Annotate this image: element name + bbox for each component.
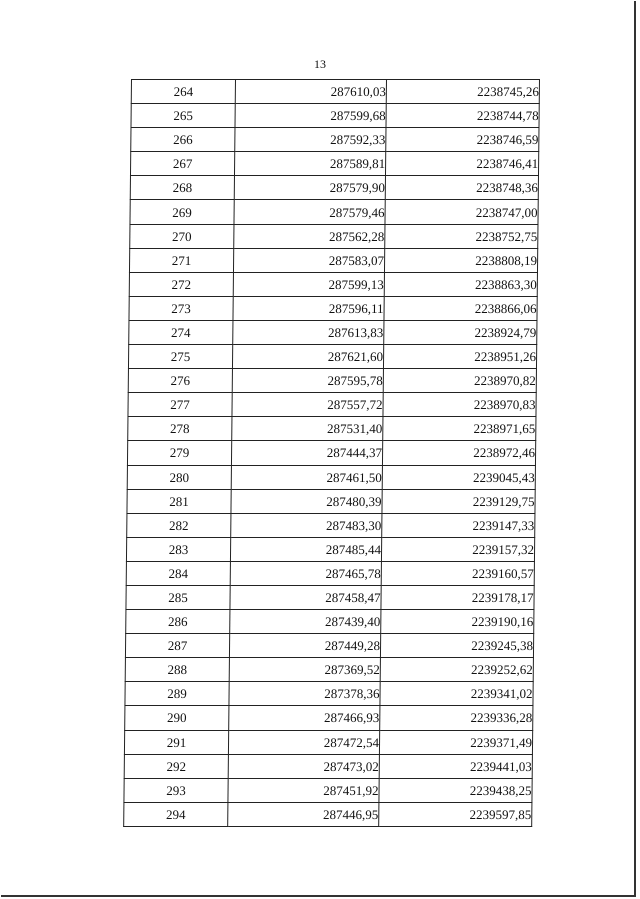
y-coordinate-cell: 2238747,00 [385, 200, 538, 224]
x-coordinate-cell: 287446,95 [228, 802, 379, 826]
x-coordinate-cell: 287557,72 [232, 393, 383, 417]
y-coordinate-cell: 2238863,30 [384, 272, 537, 296]
y-coordinate-cell: 2238746,59 [386, 128, 539, 152]
x-coordinate-cell: 287480,39 [231, 489, 382, 513]
y-coordinate-cell: 2238924,79 [384, 320, 537, 344]
point-number-cell: 288 [125, 658, 229, 682]
point-number-cell: 266 [131, 128, 235, 152]
table-row [129, 320, 537, 344]
table-row [125, 682, 533, 706]
y-coordinate-cell: 2239157,32 [381, 537, 534, 561]
point-number-cell: 292 [124, 754, 228, 778]
table-row [130, 176, 538, 200]
y-coordinate-cell: 2239129,75 [382, 489, 535, 513]
point-number-cell: 273 [129, 296, 233, 320]
point-number-cell: 281 [127, 489, 231, 513]
point-number-cell: 275 [128, 345, 232, 369]
point-number-cell: 291 [124, 730, 228, 754]
table-row [129, 272, 537, 296]
x-coordinate-cell: 287461,50 [231, 465, 382, 489]
x-coordinate-cell: 287562,28 [234, 224, 385, 248]
x-coordinate-cell: 287531,40 [232, 417, 383, 441]
x-coordinate-cell: 287465,78 [230, 561, 381, 585]
table-row [124, 754, 532, 778]
y-coordinate-cell: 2238744,78 [386, 104, 539, 128]
table-row [124, 730, 532, 754]
x-coordinate-cell: 287473,02 [228, 754, 379, 778]
point-number-cell: 272 [129, 272, 233, 296]
y-coordinate-cell: 2238748,36 [385, 176, 538, 200]
x-coordinate-cell: 287589,81 [234, 152, 385, 176]
y-coordinate-cell: 2238745,26 [386, 80, 539, 104]
table-row [131, 128, 539, 152]
y-coordinate-cell: 2238970,82 [383, 369, 536, 393]
point-number-cell: 285 [126, 585, 230, 609]
x-coordinate-cell: 287621,60 [232, 345, 383, 369]
table-row [128, 393, 536, 417]
y-coordinate-cell: 2239252,62 [380, 658, 533, 682]
point-number-cell: 294 [124, 802, 228, 826]
table-row [125, 658, 533, 682]
x-coordinate-cell: 287592,33 [235, 128, 386, 152]
point-number-cell: 276 [128, 369, 232, 393]
table-row [129, 296, 537, 320]
y-coordinate-cell: 2239160,57 [381, 561, 534, 585]
y-coordinate-cell: 2239597,85 [379, 802, 532, 826]
point-number-cell: 264 [131, 80, 235, 104]
point-number-cell: 282 [127, 513, 231, 537]
y-coordinate-cell: 2239045,43 [382, 465, 535, 489]
table-row [129, 248, 537, 272]
point-number-cell: 284 [126, 561, 230, 585]
x-coordinate-cell: 287466,93 [229, 706, 380, 730]
point-number-cell: 277 [128, 393, 232, 417]
table-row [126, 585, 534, 609]
coordinates-table-body [124, 80, 540, 827]
table-row [128, 417, 536, 441]
point-number-cell: 271 [129, 248, 233, 272]
table-row [130, 200, 538, 224]
table-row [131, 104, 539, 128]
table-row [124, 802, 532, 826]
x-coordinate-cell: 287613,83 [233, 320, 384, 344]
y-coordinate-cell: 2238951,26 [383, 345, 536, 369]
x-coordinate-cell: 287369,52 [229, 658, 380, 682]
table-row [126, 610, 534, 634]
point-number-cell: 269 [130, 200, 234, 224]
x-coordinate-cell: 287599,13 [233, 272, 384, 296]
x-coordinate-cell: 287579,46 [234, 200, 385, 224]
y-coordinate-cell: 2238808,19 [384, 248, 537, 272]
y-coordinate-cell: 2239245,38 [380, 634, 533, 658]
table-row [126, 537, 534, 561]
point-number-cell: 270 [130, 224, 234, 248]
y-coordinate-cell: 2239178,17 [381, 585, 534, 609]
y-coordinate-cell: 2238971,65 [383, 417, 536, 441]
point-number-cell: 268 [130, 176, 234, 200]
y-coordinate-cell: 2239147,33 [382, 513, 535, 537]
table-row [127, 489, 535, 513]
point-number-cell: 290 [125, 706, 229, 730]
x-coordinate-cell: 287458,47 [230, 585, 381, 609]
point-number-cell: 274 [129, 320, 233, 344]
table-row [128, 345, 536, 369]
x-coordinate-cell: 287483,30 [231, 513, 382, 537]
y-coordinate-cell: 2239441,03 [379, 754, 532, 778]
point-number-cell: 286 [126, 610, 230, 634]
y-coordinate-cell: 2239190,16 [381, 610, 534, 634]
point-number-cell: 289 [125, 682, 229, 706]
table-row [124, 778, 532, 802]
x-coordinate-cell: 287449,28 [229, 634, 380, 658]
x-coordinate-cell: 287595,78 [232, 369, 383, 393]
table-row [125, 634, 533, 658]
y-coordinate-cell: 2238752,75 [385, 224, 538, 248]
table-row [127, 441, 535, 465]
point-number-cell: 279 [127, 441, 231, 465]
table-row [126, 561, 534, 585]
x-coordinate-cell: 287610,03 [235, 80, 386, 104]
table-row [130, 224, 538, 248]
point-number-cell: 293 [124, 778, 228, 802]
x-coordinate-cell: 287439,40 [230, 610, 381, 634]
x-coordinate-cell: 287599,68 [235, 104, 386, 128]
y-coordinate-cell: 2239341,02 [380, 682, 533, 706]
table-row [127, 465, 535, 489]
y-coordinate-cell: 2238746,41 [385, 152, 538, 176]
point-number-cell: 287 [125, 634, 229, 658]
table-row [128, 369, 536, 393]
x-coordinate-cell: 287444,37 [231, 441, 382, 465]
y-coordinate-cell: 2238866,06 [384, 296, 537, 320]
point-number-cell: 278 [128, 417, 232, 441]
y-coordinate-cell: 2239438,25 [379, 778, 532, 802]
x-coordinate-cell: 287485,44 [230, 537, 381, 561]
table-row [127, 513, 535, 537]
table-row [130, 152, 538, 176]
x-coordinate-cell: 287596,11 [233, 296, 384, 320]
x-coordinate-cell: 287579,90 [234, 176, 385, 200]
table-row [125, 706, 533, 730]
point-number-cell: 283 [126, 537, 230, 561]
y-coordinate-cell: 2238970,83 [383, 393, 536, 417]
x-coordinate-cell: 287378,36 [229, 682, 380, 706]
point-number-cell: 267 [130, 152, 234, 176]
page-number: 13 [314, 57, 326, 71]
point-number-cell: 265 [131, 104, 235, 128]
y-coordinate-cell: 2238972,46 [382, 441, 535, 465]
x-coordinate-cell: 287472,54 [228, 730, 379, 754]
y-coordinate-cell: 2239336,28 [380, 706, 533, 730]
x-coordinate-cell: 287451,92 [228, 778, 379, 802]
y-coordinate-cell: 2239371,49 [379, 730, 532, 754]
x-coordinate-cell: 287583,07 [233, 248, 384, 272]
table-row [131, 80, 539, 104]
coordinates-table [123, 79, 540, 827]
point-number-cell: 280 [127, 465, 231, 489]
